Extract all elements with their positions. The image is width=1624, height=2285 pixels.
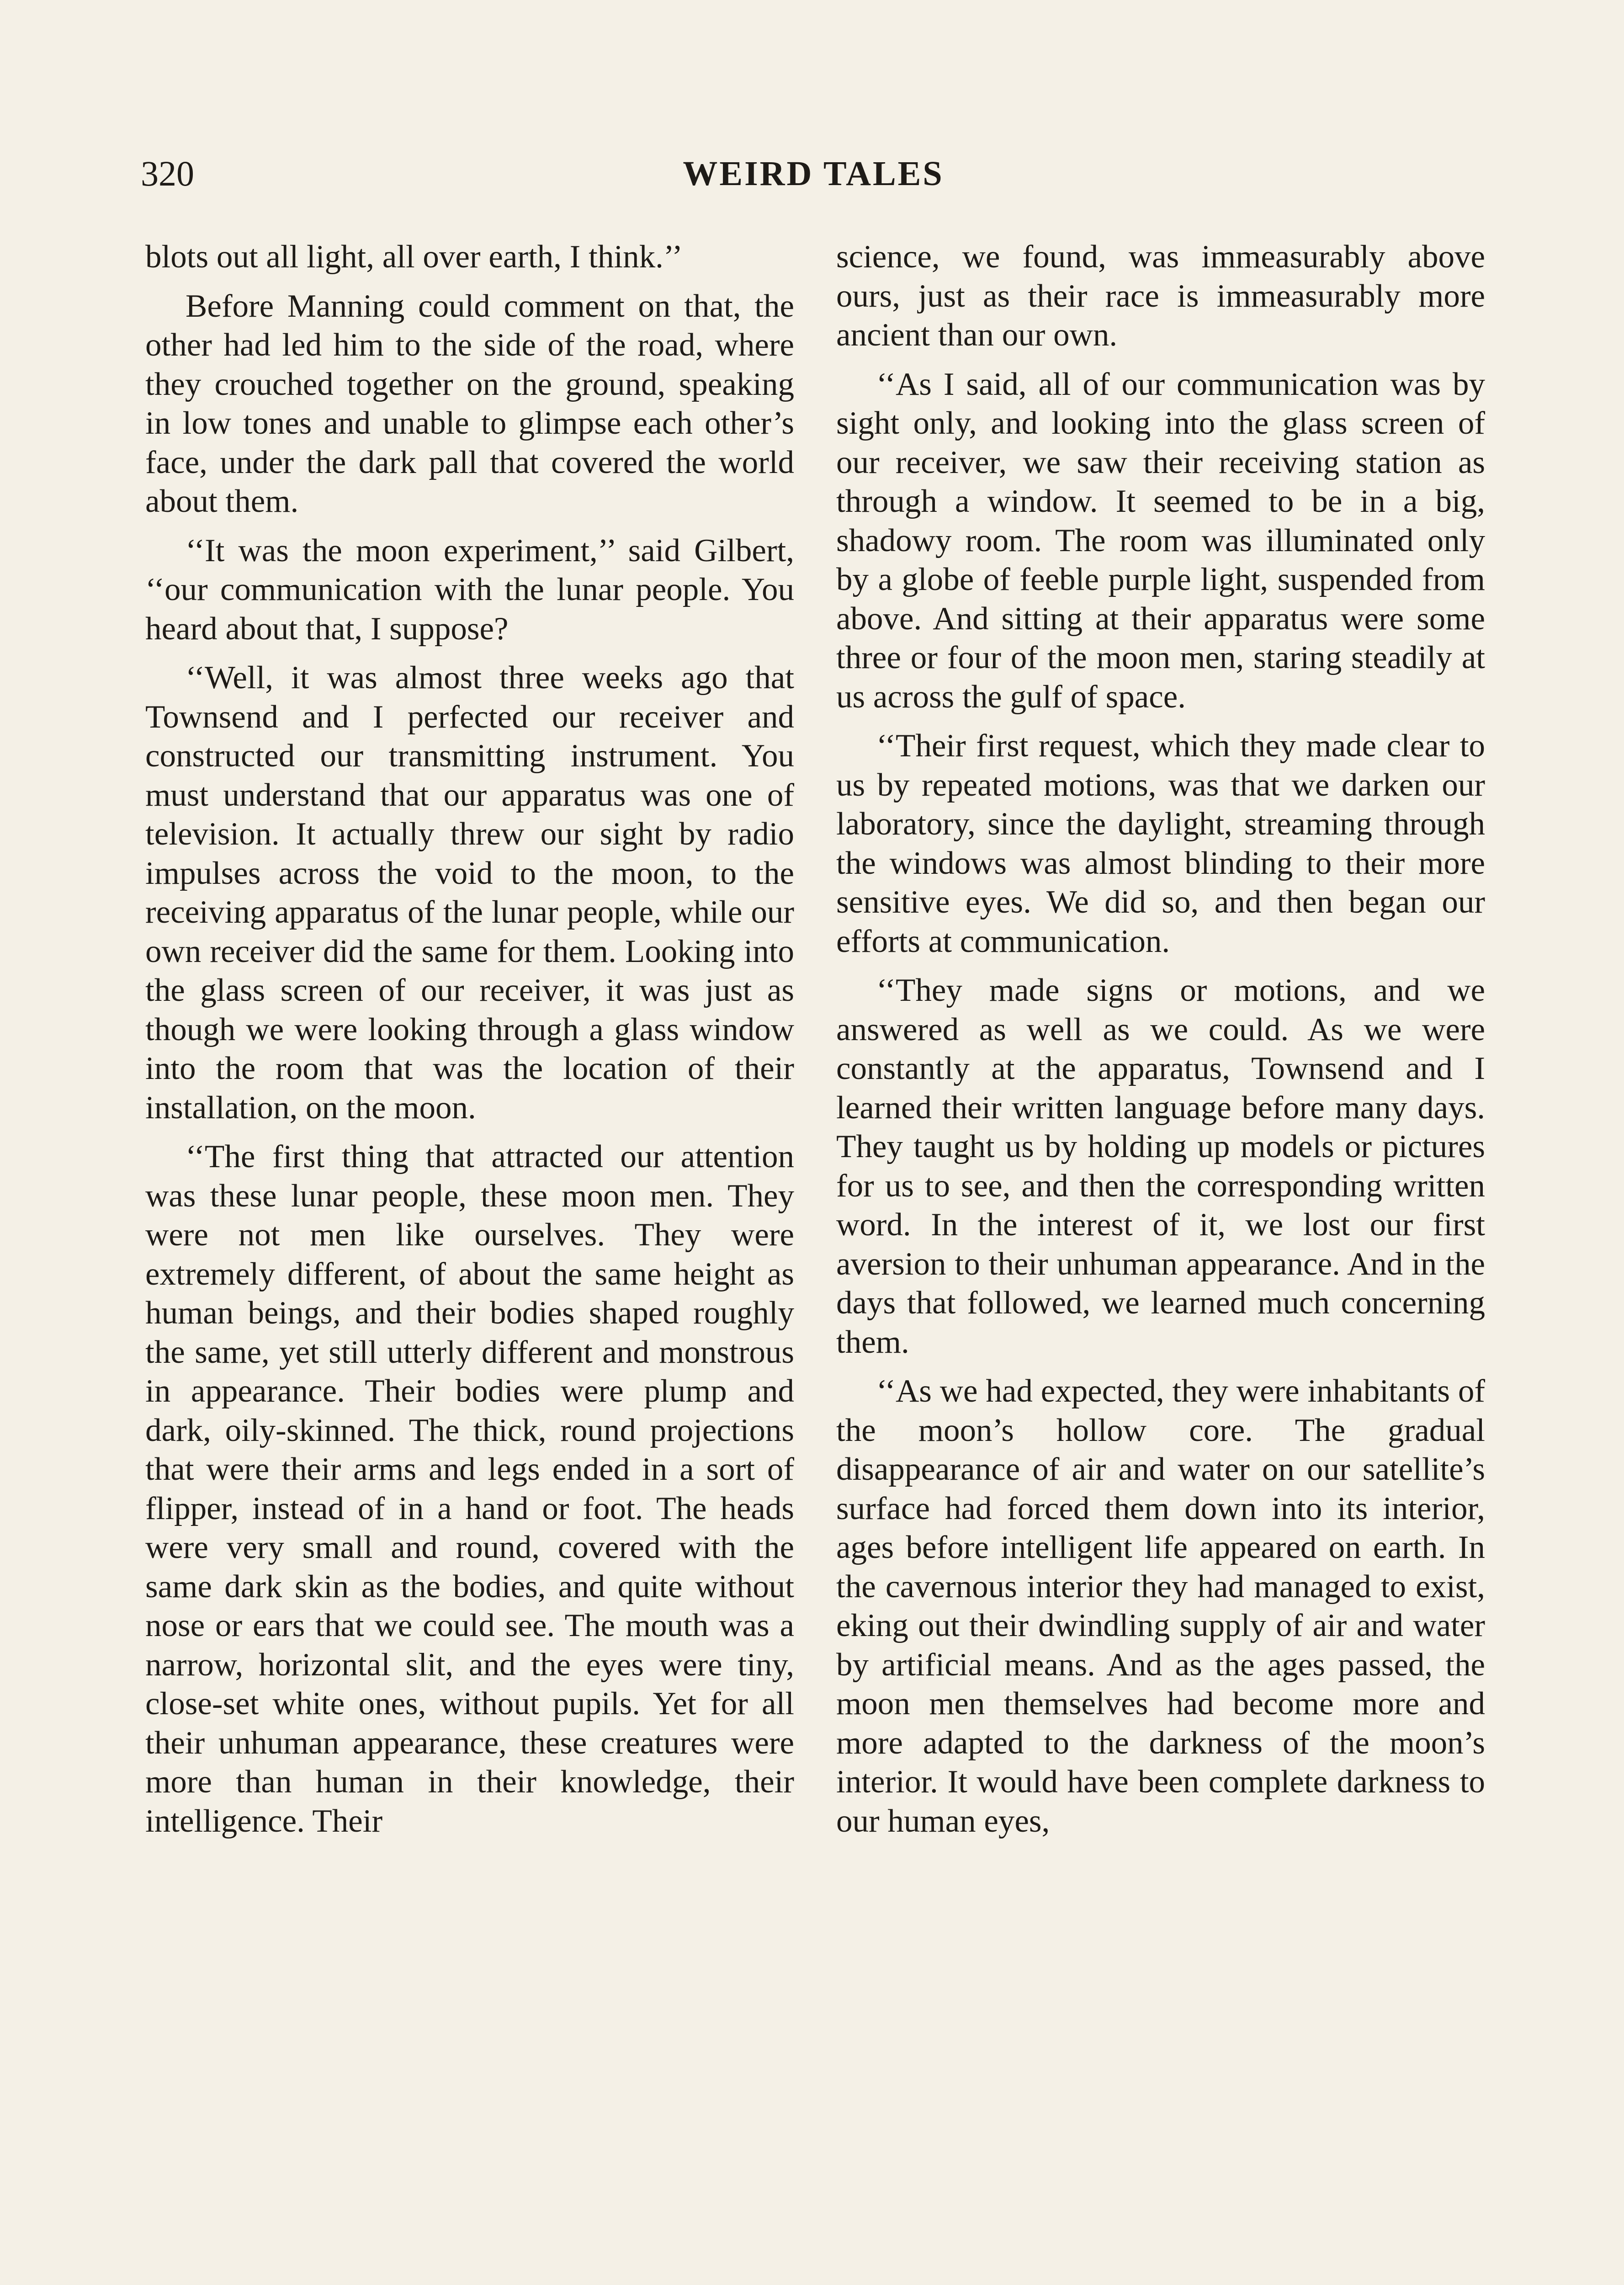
right-column xyxy=(836,238,1485,2285)
paragraph: ‘‘It was the moon experiment,’’ said Gilbert, ‘‘our communication with the lunar people. You heard about that, I suppose? xyxy=(145,532,794,647)
paragraph: ‘‘As I said, all of our communication was by sight only, and looking into the glass screen of our receiver, we saw their receiving station as through a window. It seemed to be in a big, shadowy room. The room was illuminated only by a globe of feeble purple light, suspended from above. And sitting at their apparatus were some three or four of the moon men, staring steadily at us across the gulf of space. xyxy=(836,366,1485,715)
page-number: 320 xyxy=(141,154,194,193)
paragraph: ‘‘The first thing that attracted our attention was these lunar people, these moon men. They were not men like ourselves. They were extremely different, of about the same height as human beings, and their bodies shaped roughly the same, yet still utterly different and monstrous in appearance. Their bodies were plump and dark, oily-skinned. The thick, round projections that were their arms and legs ended in a sort of flipper, instead of in a hand or foot. The heads were very small and round, covered with the same dark skin as the bodies, and quite without nose or ears that we could see. The mouth was a narrow, horizontal slit, and the eyes were tiny, close-set white ones, without pupils. Yet for all their unhuman appearance, these creatures were more than human in their knowledge, their intelligence. Their xyxy=(145,1139,794,1839)
paragraph: science, we found, was immeasurably above ours, just as their race is immeasurably more ancient than our own. xyxy=(836,239,1485,353)
paragraph: ‘‘Well, it was almost three weeks ago that Townsend and I perfected our receiver and constructed our transmitting instrument. You must understand that our apparatus was one of television. It actually threw our sight by radio impulses across the void to the moon, to the receiving apparatus of the lunar people, while our own receiver did the same for them. Looking into the glass screen of our receiver, it was just as though we were looking through a glass window into the room that was the location of their installation, on the moon. xyxy=(145,660,794,1126)
left-column xyxy=(145,238,794,2285)
paragraph: ‘‘They made signs or motions, and we answered as well as we could. As we were constantly at the apparatus, Townsend and I learned their written language before many days. They taught us by holding up models or pictures for us to see, and then the corresponding written word. In the interest of it, we lost our first aversion to their unhuman appearance. And in the days that followed, we learned much concerning them. xyxy=(836,972,1485,1360)
running-title: WEIRD TALES xyxy=(683,154,944,193)
paragraph: ‘‘Their first request, which they made clear to us by repeated motions, was that we darken our laboratory, since the daylight, streaming through the windows was almost blinding to their more sensitive eyes. We did so, and then began our efforts at communication. xyxy=(836,728,1485,959)
paragraph: ‘‘As we had expected, they were inhabitants of the moon’s hollow core. The gradual disappearance of air and water on our satellite’s surface had forced them down into its interior, ages before intelligent life appeared on earth. In the cavernous interior they had managed to exist, eking out their dwindling supply of air and water by artificial means. And as the ages passed, the moon men themselves had become more and more adapted to the darkness of the moon’s interior. It would have been complete darkness to our human eyes, xyxy=(836,1373,1485,1839)
page-header xyxy=(137,151,1490,206)
paragraph: Before Manning could comment on that, the other had led him to the side of the road, where they crouched together on the ground, speaking in low tones and unable to glimpse each other’s face, under the dark pall that covered the world about them. xyxy=(145,288,794,519)
paragraph: blots out all light, all over earth, I think.’’ xyxy=(145,239,683,275)
